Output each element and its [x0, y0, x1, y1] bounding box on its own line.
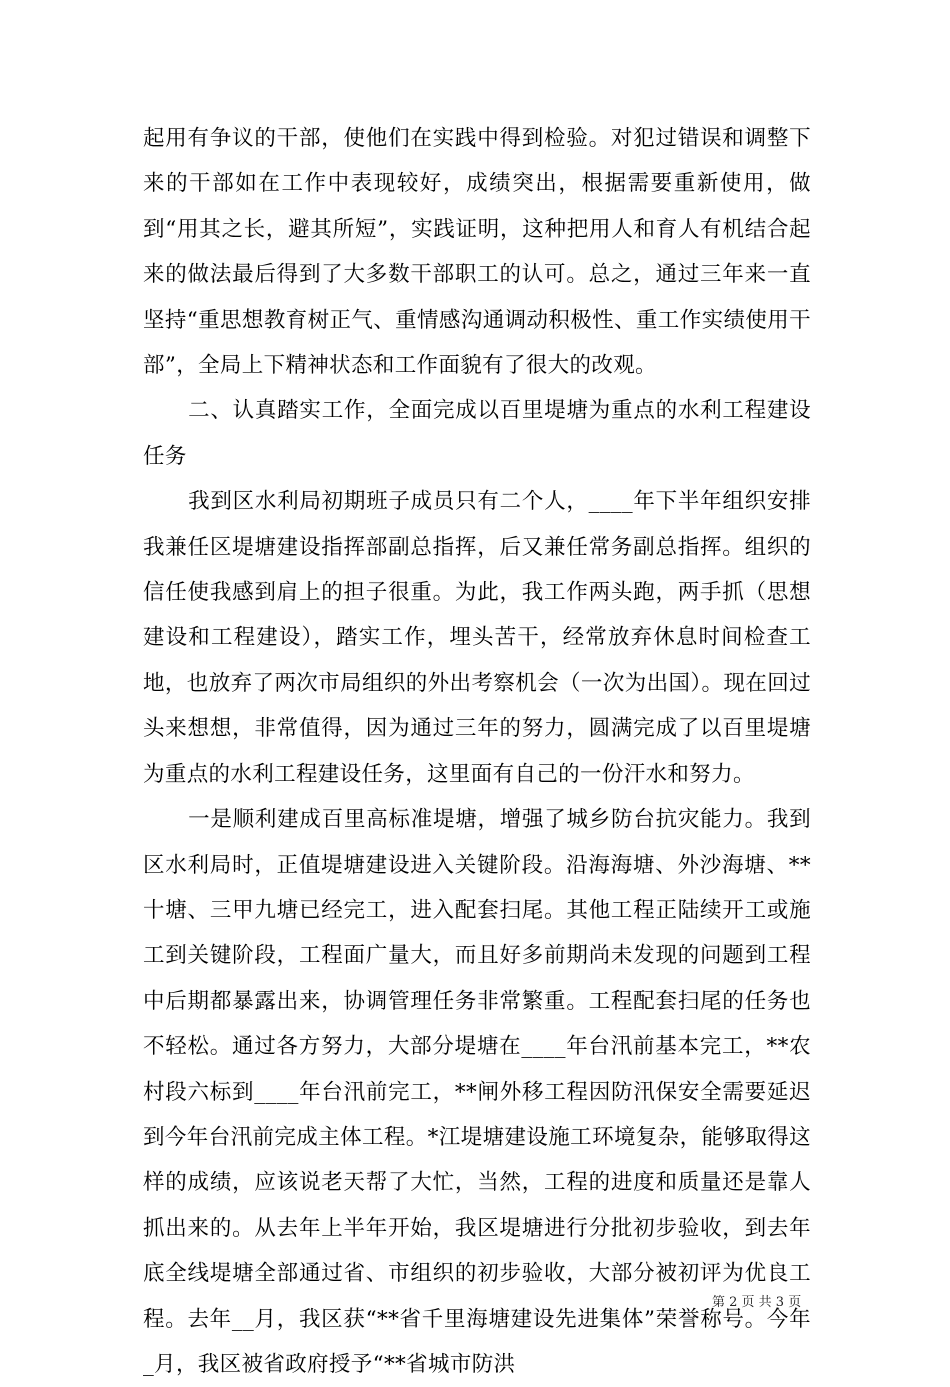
paragraph-4: 一是顺利建成百里高标准堤塘，增强了城乡防台抗灾能力。我到区水利局时，正值堤塘建设进入关键阶段。沿海海塘、外沙海塘、**十塘、三甲九塘已经完工，进入配套扫尾。其他工程正陆续开工或施工到关键阶段，工程面广量大，而且好多前期尚未发现的问题到工程中后期都暴露出来，协调管理任务非常繁重。工程配套扫尾的任务也不轻松。通过各方努力，大部分堤塘在____年台汛前基本完工，**农村段六标到____年台汛前完工，**闸外移工程因防汛保安全需要延迟到今年台汛前完成主体工程。*江堤塘建设施工环境复杂，能够取得这样的成绩，应该说老天帮了大忙，当然，工程的进度和质量还是靠人抓出来的。从去年上半年开始，我区堤塘进行分批初步验收，到去年底全线堤塘全部通过省、市组织的初步验收，大部分被初评为优良工程。去年__月，我区获“**省千里海塘建设先进集体”荣誉称号。今年_月，我区被省政府授予“**省城市防洪 — [143, 807, 811, 1377]
section-heading-2: 二、认真踏实工作，全面完成以百里堤塘为重点的水利工程建设任务 — [143, 398, 811, 469]
paragraph-3: 我到区水利局初期班子成员只有二个人，____年下半年组织安排我兼任区堤塘建设指挥部副总指挥，后又兼任常务副总指挥。组织的信任使我感到肩上的担子很重。为此，我工作两头跑，两手抓（思想建设和工程建设），踏实工作，埋头苦干，经常放弃休息时间检查工地，也放弃了两次市局组织的外出考察机会（一次为出国）。现在回过头来想想，非常值得，因为通过三年的努力，圆满完成了以百里堤塘为重点的水利工程建设任务，这里面有自己的一份汗水和努力。 — [143, 489, 811, 787]
page-number-footer: 第 2 页 共 3 页 — [712, 1295, 802, 1310]
paragraph-1: 起用有争议的干部，使他们在实践中得到检验。对犯过错误和调整下来的干部如在工作中表现较好，成绩突出，根据需要重新使用，做到“用其之长，避其所短”，实践证明，这种把用人和育人有机结合起来的做法最后得到了大多数干部职工的认可。总之，通过三年来一直坚持“重思想教育树正气、重情感沟通调动积极性、重工作实绩使用干部”，全局上下精神状态和工作面貌有了很大的改观。 — [143, 126, 811, 379]
document-body — [143, 116, 811, 1387]
